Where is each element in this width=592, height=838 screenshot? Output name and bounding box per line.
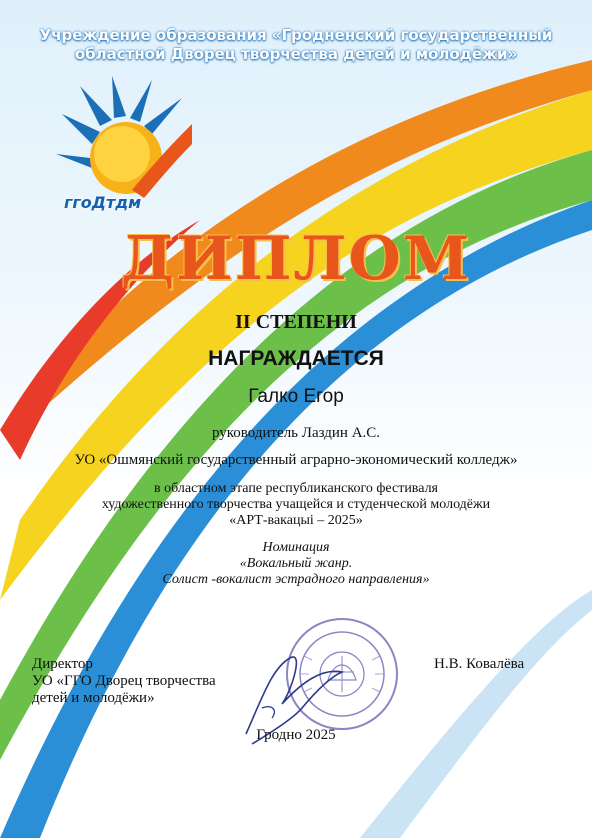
- nomination-block: [0, 540, 592, 588]
- festival-line-1: в областном этапе республиканского фестиваля: [153, 481, 438, 496]
- sun-logo-icon: [52, 74, 192, 204]
- recipient-name: Галко Егор: [248, 386, 344, 407]
- issuer-line-2: областной Дворец творчества детей и молодёжи»: [74, 45, 518, 63]
- festival-description: [0, 481, 592, 529]
- nomination-line-3: Солист -вокалист эстрадного направления»: [162, 572, 430, 587]
- director-org-line-1: УО «ГГО Дворец творчества: [32, 673, 216, 689]
- director-title: Директор: [32, 656, 93, 672]
- nomination-label: Номинация: [262, 540, 330, 555]
- festival-line-3: «АРТ-вакацыі – 2025»: [229, 513, 363, 528]
- festival-line-2: художественного творчества учащейся и студенческой молодёжи: [101, 497, 491, 512]
- nomination-line-2: «Вокальный жанр.: [239, 556, 353, 571]
- signer-name: Н.В. Ковалёва: [434, 656, 525, 672]
- awarded-heading: НАГРАЖДАЕТСЯ: [208, 347, 384, 370]
- director-org-line-2: детей и молодёжи»: [32, 690, 155, 706]
- institution-line: УО «Ошмянский государственный аграрно-экономический колледж»: [74, 452, 518, 468]
- issuer-line-1: Учреждение образования «Гродненский государственный: [39, 26, 553, 44]
- issuer-header: [20, 26, 572, 64]
- leader-line: руководитель Лаздин А.С.: [211, 425, 381, 441]
- logo-text: ггоДтдм: [64, 193, 142, 212]
- diploma-title: ДИПЛОМ: [120, 224, 472, 294]
- director-position: [32, 656, 216, 707]
- diploma-degree: II СТЕПЕНИ: [235, 311, 357, 333]
- city-year: Гродно 2025: [256, 727, 336, 743]
